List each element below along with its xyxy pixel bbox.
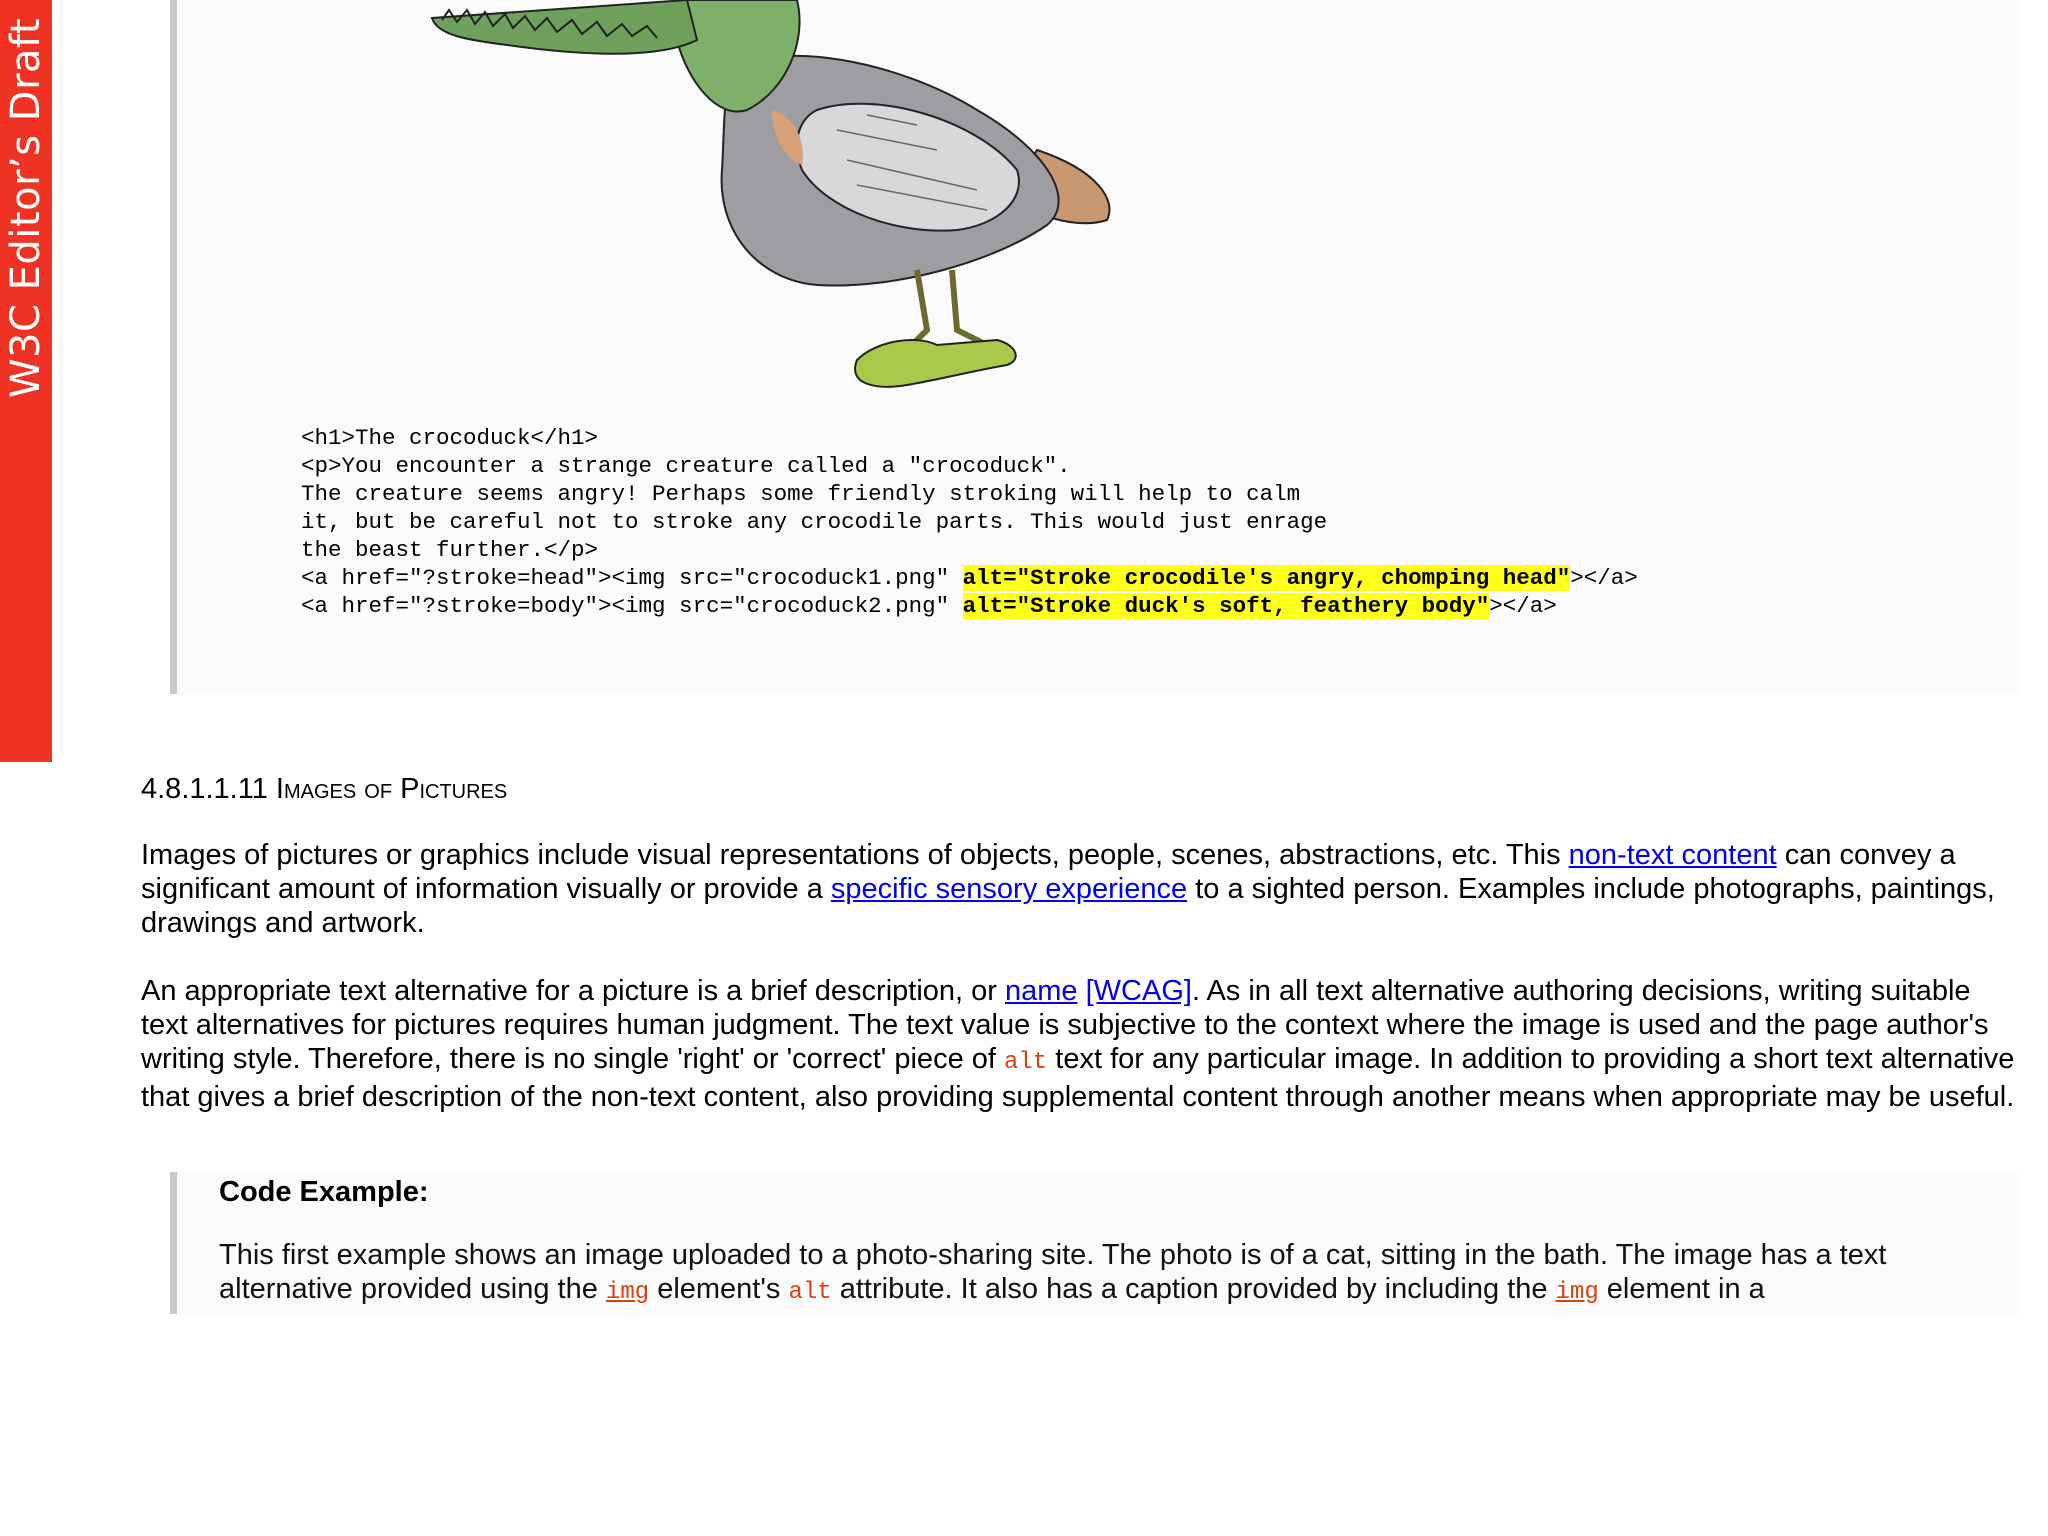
alt-highlight: alt="Stroke duck's soft, feathery body" [962,593,1490,619]
code-example-cat [170,1172,2018,1314]
guidance-paragraph: An appropriate text alternative for a picture is a brief description, or name [WCAG]. As in all text alternative authoring decisions, writing suitable text alternatives for pictures requires human judgment. The text value is subjective to the context where the image is used and the page author's writing style. Therefore, there is no single 'right' or 'correct' piece of alt text for any particular image. In addition to providing a short text alternative that gives a brief description of the non-text content, also providing supplemental content through another means when appropriate may be useful. [141,975,2015,1113]
link-img-element[interactable]: img [605,1279,650,1306]
code-example-label: Code Example: [219,1176,429,1208]
code-example-crocoduck [170,0,2018,694]
code-term-alt: alt [1004,1049,1048,1076]
crocoduck-code-listing: <h1>The crocoduck</h1> <p>You encounter a strange creature called a "crocoduck". The creature seems angry! Perhaps some friendly stroking will help to calm it, but be careful not to stroke any crocodile parts. This would just enrage the beast further.</p> <a href="?stroke=head"><img src="crocoduck1.png" alt="Stroke crocodile's angry, chomping head"></a> <a href="?stroke=body"><img src="crocoduck2.png" alt="Stroke duck's soft, feathery body"></a> [301,425,1638,619]
code-term-alt: alt [788,1279,832,1306]
crocoduck-illustration [217,0,1117,400]
link-name[interactable]: name [1005,975,1078,1007]
section-heading [141,773,507,806]
link-non-text-content[interactable]: non-text content [1568,839,1777,871]
editors-draft-label: W3C Editor’s Draft [3,17,49,398]
link-img-element[interactable]: img [1555,1279,1599,1306]
alt-highlight: alt="Stroke crocodile's angry, chomping head" [962,565,1571,591]
section-title: Images of Pictures [275,773,508,805]
link-wcag[interactable]: [WCAG] [1085,975,1192,1007]
editors-draft-stamp[interactable] [0,0,52,762]
link-specific-sensory-experience[interactable]: specific sensory experience [830,873,1188,905]
section-number: 4.8.1.1.11 [141,773,268,805]
code-example-description: This first example shows an image uploaded to a photo-sharing site. The photo is of a cat, sitting in the bath. The image has a text alternative provided using the img element's alt attribute. It also has a caption provided by including the img element in a [219,1239,1887,1306]
intro-paragraph: Images of pictures or graphics include visual representations of objects, people, scenes, abstractions, etc. This non-text content can convey a significant amount of information visually or provide a specific sensory experience to a sighted person. Examples include photographs, paintings, drawings and artwork. [141,839,1995,939]
